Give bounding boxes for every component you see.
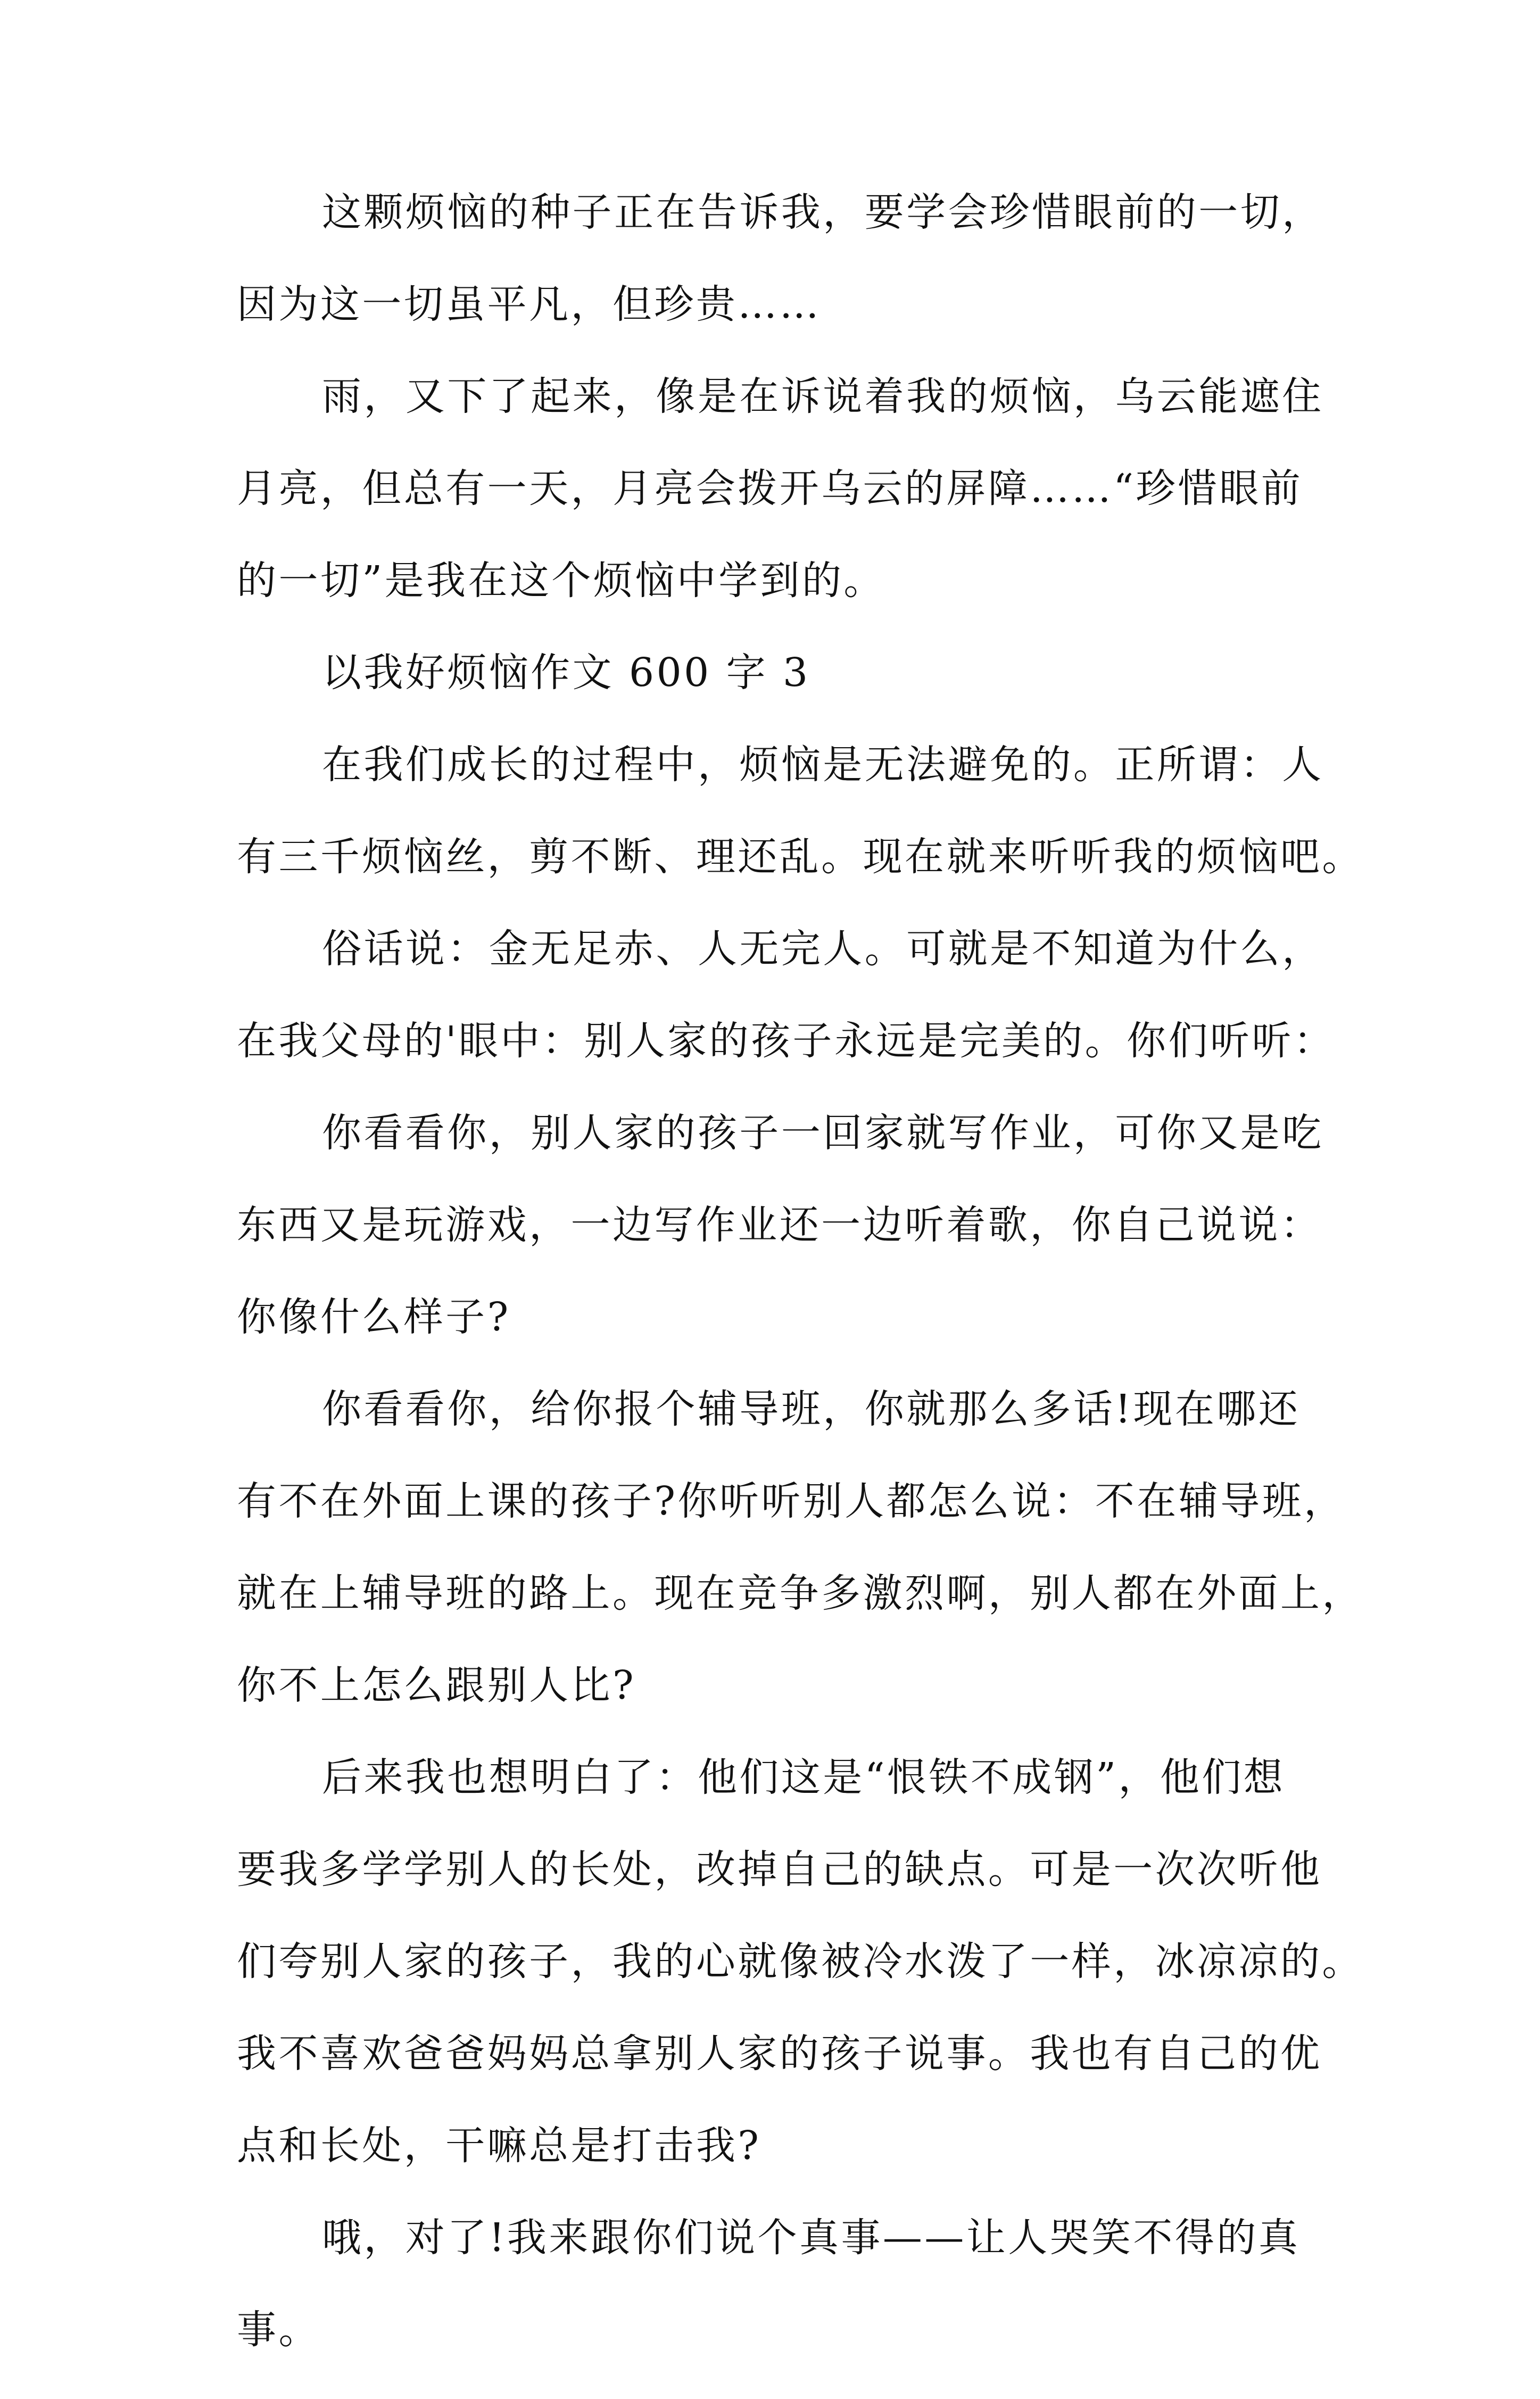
text-line: 我不喜欢爸爸妈妈总拿别人家的孩子说事。我也有自己的优: [237, 2031, 1322, 2077]
text-line: 因为这一切虽平凡，但珍贵……: [237, 282, 822, 327]
text-line: 要我多学学别人的长处，改掉自己的缺点。可是一次次听他: [237, 1847, 1322, 1892]
text-line: 东西又是玩游戏，一边写作业还一边听着歌，你自己说说：: [237, 1202, 1322, 1248]
text-line: 俗话说：金无足赤、人无完人。可就是不知道为什么，: [322, 926, 1324, 972]
text-line: 们夸别人家的孩子，我的心就像被冷水泼了一样，冰凉凉的。: [237, 1939, 1364, 1984]
text-line: 雨，又下了起来，像是在诉说着我的烦恼，乌云能遮住: [322, 374, 1324, 419]
text-line: 就在上辅导班的路上。现在竞争多激烈啊，别人都在外面上，: [237, 1570, 1364, 1616]
text-line: 你看看你，给你报个辅导班，你就那么多话!现在哪还: [322, 1386, 1301, 1432]
text-line: 点和长处，干嘛总是打击我?: [237, 2123, 761, 2169]
document-body: [237, 189, 1364, 2399]
text-line: 事。: [237, 2307, 320, 2353]
text-line: 你像什么样子?: [237, 1294, 511, 1340]
text-line: 后来我也想明白了：他们这是“恨铁不成钢”，他们想: [322, 1755, 1286, 1800]
text-line: 有三千烦恼丝，剪不断、理还乱。现在就来听听我的烦恼吧。: [237, 834, 1364, 880]
text-line: 这颗烦恼的种子正在告诉我，要学会珍惜眼前的一切，: [322, 189, 1324, 235]
paragraph-2: [237, 374, 1324, 603]
section-heading: [237, 650, 1306, 696]
paragraph-7: [237, 1755, 1364, 2169]
text-line: 在我们成长的过程中，烦恼是无法避免的。正所谓：人: [322, 742, 1324, 788]
paragraph-1: [237, 189, 1324, 327]
text-line: 有不在外面上课的孩子?你听听别人都怎么说：不在辅导班，: [237, 1478, 1346, 1524]
paragraph-5: [237, 1110, 1324, 1340]
paragraph-4: [237, 926, 1336, 1064]
text-line: 你不上怎么跟别人比?: [237, 1662, 636, 1708]
paragraph-6: [237, 1386, 1364, 1708]
text-line: 哦，对了!我来跟你们说个真事——让人哭笑不得的真: [322, 2215, 1301, 2261]
paragraph-3: [237, 742, 1364, 880]
text-line: 的一切”是我在这个烦恼中学到的。: [237, 558, 885, 603]
paragraph-8: [237, 2215, 1306, 2353]
text-line: 你看看你，别人家的孩子一回家就写作业，可你又是吃: [322, 1110, 1324, 1156]
heading-line: 以我好烦恼作文 600 字 3: [322, 650, 810, 696]
text-line: 月亮，但总有一天，月亮会拨开乌云的屏障……“珍惜眼前: [237, 466, 1303, 511]
text-line: 在我父母的'眼中：别人家的孩子永远是完美的。你们听听：: [237, 1018, 1336, 1064]
